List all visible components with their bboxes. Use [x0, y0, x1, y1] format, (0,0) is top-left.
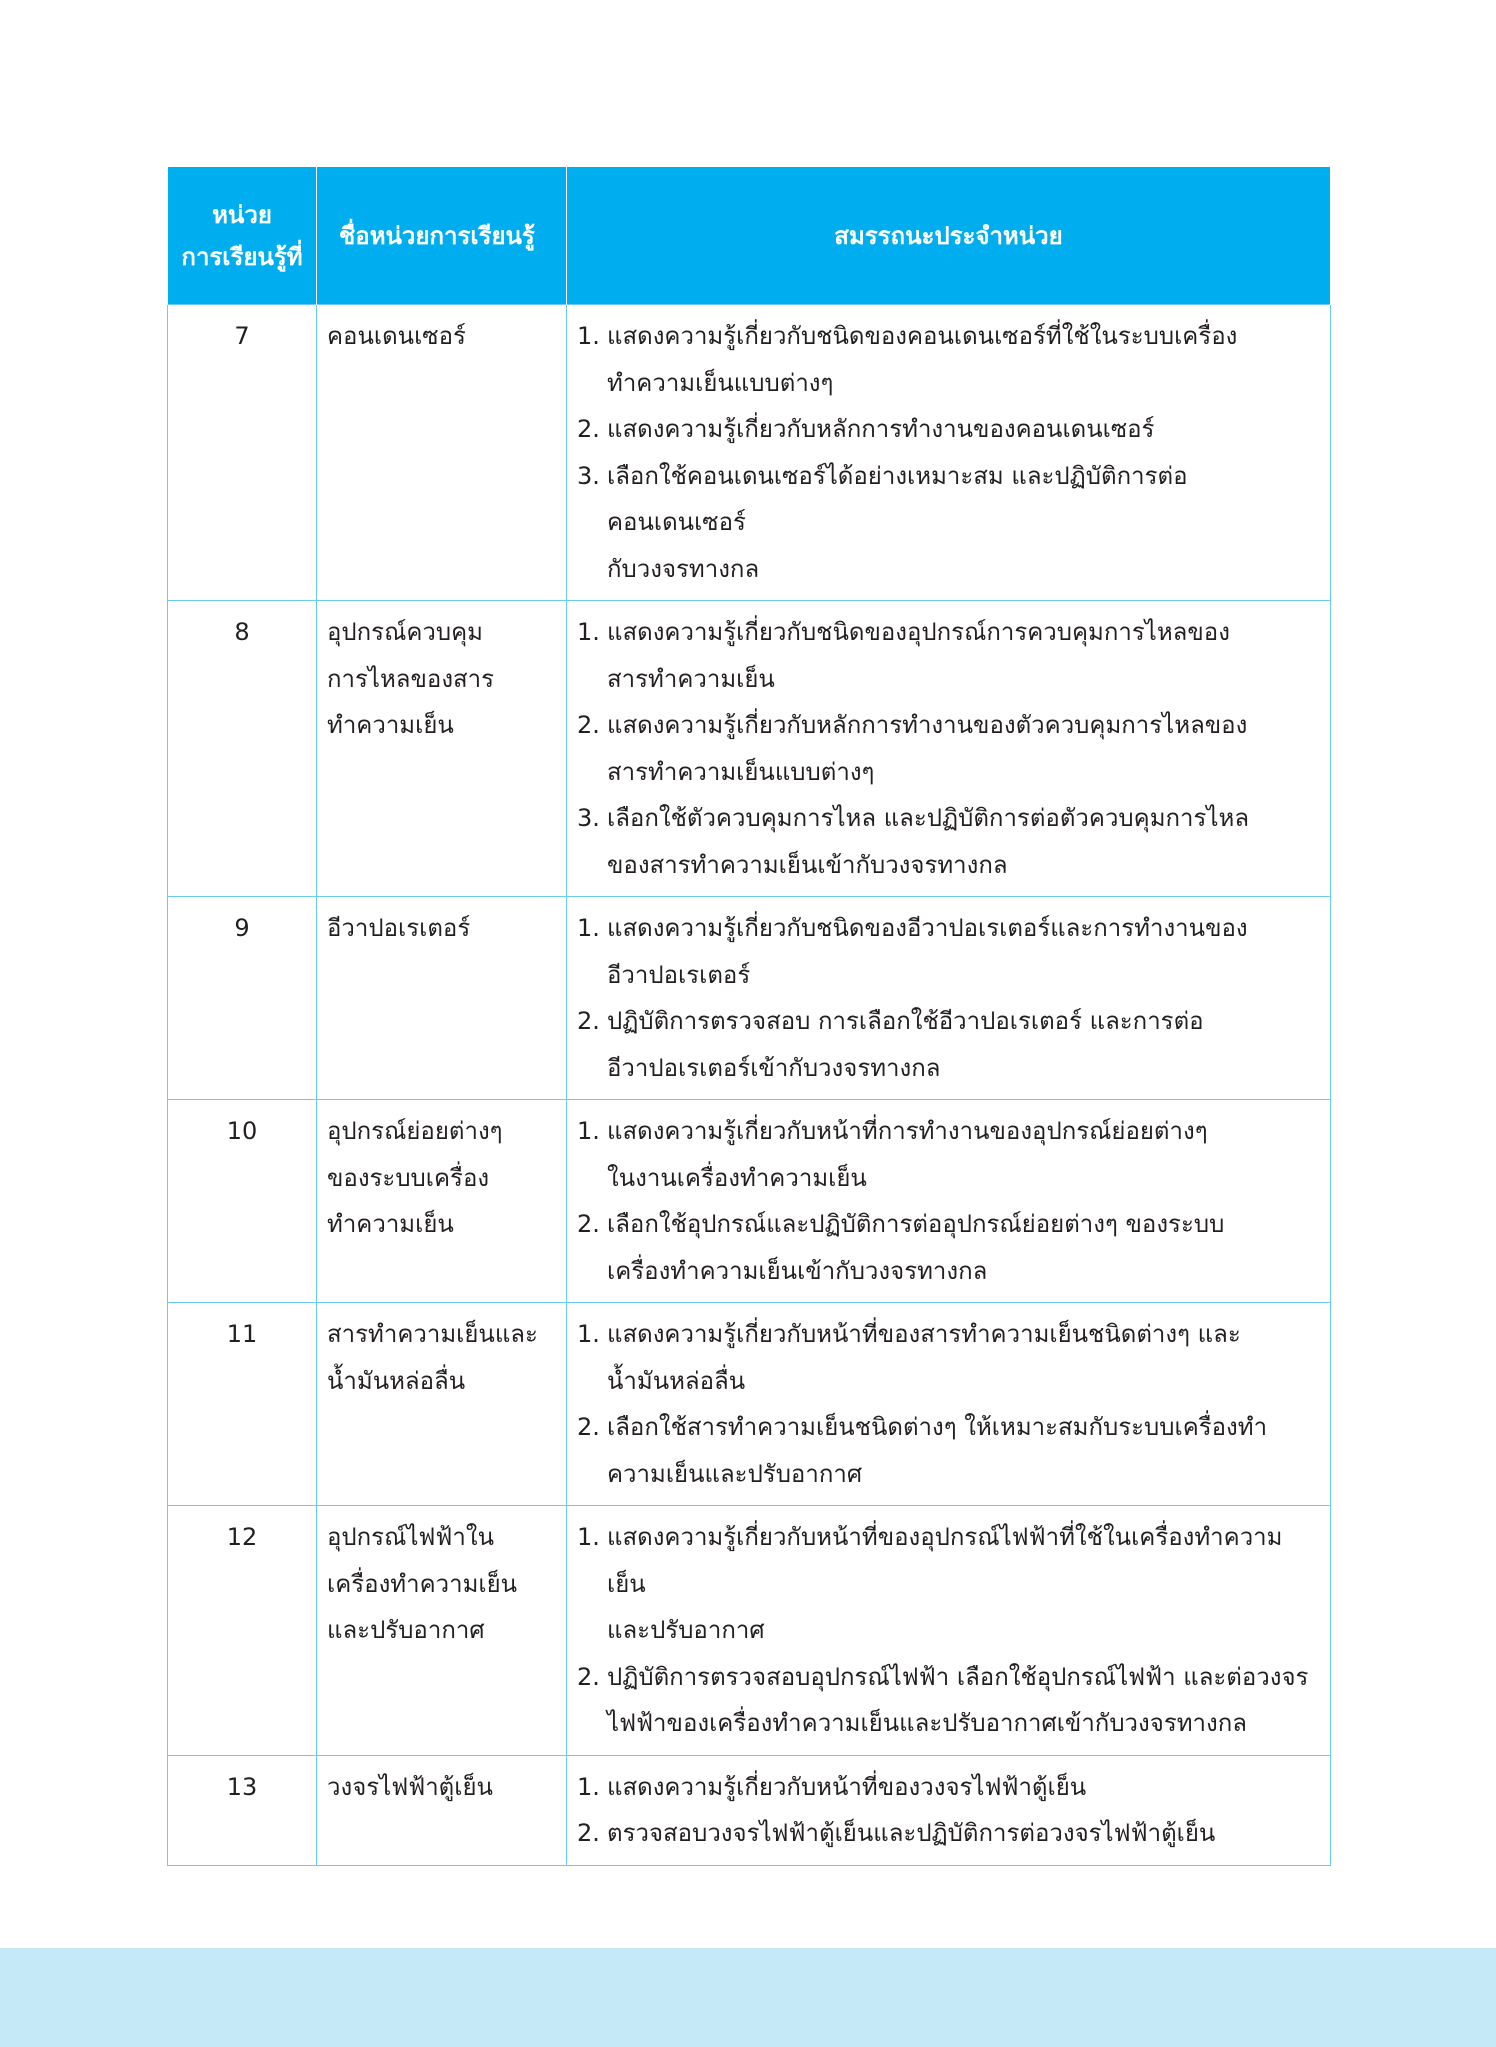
table-row	[168, 1303, 1331, 1506]
competency-item-line: ทำความเย็นแบบต่างๆ	[607, 368, 834, 397]
competency-item	[577, 1108, 1320, 1201]
unit-number: 9	[168, 897, 317, 1100]
footer-band	[0, 1948, 1496, 2047]
learning-units-table	[167, 167, 1331, 1866]
unit-competency	[567, 1506, 1331, 1756]
competency-item-line: กับวงจรทางกล	[607, 554, 760, 583]
competency-item-line: แสดงความรู้เกี่ยวกับหน้าที่การทำงานของอุปกรณ์ย่อยต่างๆ	[607, 1117, 1208, 1145]
competency-item-line: เลือกใช้ตัวควบคุมการไหล และปฏิบัติการต่อตัวควบคุมการไหล	[607, 804, 1250, 832]
competency-item-number: 1.	[577, 1320, 600, 1348]
competency-item-line: อีวาปอเรเตอร์	[607, 960, 751, 989]
competency-item-number: 2.	[577, 1819, 600, 1847]
table-row	[168, 305, 1331, 601]
competency-item-number: 2.	[577, 1007, 600, 1035]
unit-number: 10	[168, 1100, 317, 1303]
competency-list	[577, 1311, 1320, 1497]
header-unit-name: ชื่อหน่วยการเรียนรู้	[317, 167, 567, 305]
competency-item	[577, 702, 1320, 795]
competency-item-line: เลือกใช้อุปกรณ์และปฏิบัติการต่ออุปกรณ์ย่อยต่างๆ ของระบบ	[607, 1210, 1225, 1238]
competency-item-line: และปรับอากาศ	[607, 1616, 765, 1644]
competency-item-line: เลือกใช้คอนเดนเซอร์ได้อย่างเหมาะสม และปฏิบัติการต่อคอนเดนเซอร์	[607, 461, 1188, 536]
competency-item-number: 1.	[577, 914, 600, 942]
competency-item-line: สารทำความเย็นแบบต่างๆ	[607, 757, 875, 786]
competency-item	[577, 1311, 1320, 1404]
competency-item	[577, 609, 1320, 702]
competency-item	[577, 1764, 1320, 1811]
competency-list	[577, 905, 1320, 1091]
unit-name-line: ทำความเย็น	[327, 711, 454, 739]
header-unit-number-line1: หน่วย	[212, 200, 272, 229]
competency-item-line: ปฏิบัติการตรวจสอบ การเลือกใช้อีวาปอเรเตอร์ และการต่อ	[607, 1007, 1204, 1035]
competency-item-line: ไฟฟ้าของเครื่องทำความเย็นและปรับอากาศเข้ากับวงจรทางกล	[607, 1709, 1247, 1737]
unit-competency	[567, 305, 1331, 601]
competency-item	[577, 406, 1320, 453]
unit-name	[317, 305, 567, 601]
unit-number: 7	[168, 305, 317, 601]
unit-name	[317, 1755, 567, 1865]
unit-name-line: ทำความเย็น	[327, 1210, 454, 1238]
unit-competency	[567, 897, 1331, 1100]
unit-competency	[567, 1303, 1331, 1506]
competency-item	[577, 1810, 1320, 1857]
unit-name-line: ของระบบเครื่อง	[327, 1163, 490, 1192]
competency-item-line: แสดงความรู้เกี่ยวกับชนิดของอีวาปอเรเตอร์และการทำงานของ	[607, 914, 1248, 942]
competency-item-line: แสดงความรู้เกี่ยวกับหลักการทำงานของตัวควบคุมการไหลของ	[607, 711, 1248, 739]
competency-item-number: 1.	[577, 1523, 600, 1551]
competency-item-number: 1.	[577, 1772, 600, 1801]
unit-number: 8	[168, 601, 317, 897]
competency-item-number: 2.	[577, 415, 600, 443]
table-row	[168, 1100, 1331, 1303]
header-unit-number-line2: การเรียนรู้ที่	[181, 242, 303, 271]
table-row	[168, 1755, 1331, 1865]
unit-name-line: การไหลของสาร	[327, 664, 495, 693]
competency-item-line: แสดงความรู้เกี่ยวกับชนิดของอุปกรณ์การควบคุมการไหลของ	[607, 618, 1230, 646]
competency-item-line: ความเย็นและปรับอากาศ	[607, 1459, 863, 1488]
competency-item	[577, 1201, 1320, 1294]
competency-list	[577, 1764, 1320, 1857]
table-row	[168, 1506, 1331, 1756]
unit-name	[317, 1506, 567, 1756]
unit-name-line: เครื่องทำความเย็น	[327, 1569, 518, 1598]
competency-item	[577, 1404, 1320, 1497]
competency-item-line: แสดงความรู้เกี่ยวกับชนิดของคอนเดนเซอร์ที่ใช้ในระบบเครื่อง	[607, 322, 1238, 350]
competency-item-line: ตรวจสอบวงจรไฟฟ้าตู้เย็นและปฏิบัติการต่อวงจรไฟฟ้าตู้เย็น	[607, 1819, 1216, 1847]
competency-item-line: ปฏิบัติการตรวจสอบอุปกรณ์ไฟฟ้า เลือกใช้อุปกรณ์ไฟฟ้า และต่อวงจร	[607, 1662, 1309, 1691]
unit-competency	[567, 1755, 1331, 1865]
competency-item	[577, 998, 1320, 1091]
unit-competency	[567, 1100, 1331, 1303]
competency-item-line: แสดงความรู้เกี่ยวกับหน้าที่ของอุปกรณ์ไฟฟ้าที่ใช้ในเครื่องทำความเย็น	[607, 1523, 1283, 1598]
competency-item-number: 2.	[577, 711, 600, 739]
competency-item	[577, 795, 1320, 888]
unit-name-line: อุปกรณ์ย่อยต่างๆ	[327, 1117, 503, 1145]
unit-name	[317, 601, 567, 897]
header-unit-number	[168, 167, 317, 305]
competency-item-line: แสดงความรู้เกี่ยวกับหลักการทำงานของคอนเดนเซอร์	[607, 415, 1155, 443]
unit-competency	[567, 601, 1331, 897]
competency-item-number: 1.	[577, 322, 600, 350]
competency-item-number: 2.	[577, 1662, 600, 1691]
unit-name	[317, 897, 567, 1100]
competency-list	[577, 1514, 1320, 1747]
competency-item-line: แสดงความรู้เกี่ยวกับหน้าที่ของสารทำความเย็นชนิดต่างๆ และ	[607, 1320, 1241, 1348]
competency-item-number: 1.	[577, 618, 600, 646]
table-row	[168, 897, 1331, 1100]
header-competency: สมรรถนะประจำหน่วย	[567, 167, 1331, 305]
unit-number: 13	[168, 1755, 317, 1865]
competency-item-line: ในงานเครื่องทำความเย็น	[607, 1163, 867, 1192]
competency-item-line: สารทำความเย็น	[607, 664, 775, 693]
unit-number: 12	[168, 1506, 317, 1756]
table-body	[168, 305, 1331, 1866]
unit-name	[317, 1100, 567, 1303]
competency-list	[577, 1108, 1320, 1294]
competency-item-number: 3.	[577, 804, 600, 832]
competency-item-number: 2.	[577, 1413, 600, 1441]
unit-name	[317, 1303, 567, 1506]
competency-item-number: 1.	[577, 1117, 600, 1145]
competency-list	[577, 313, 1320, 592]
unit-number: 11	[168, 1303, 317, 1506]
table-header-row	[168, 167, 1331, 305]
table-row	[168, 601, 1331, 897]
unit-name-line: อุปกรณ์ไฟฟ้าใน	[327, 1523, 494, 1551]
competency-item-line: ของสารทำความเย็นเข้ากับวงจรทางกล	[607, 850, 1008, 879]
unit-name-line: คอนเดนเซอร์	[327, 322, 466, 350]
competency-item	[577, 1654, 1320, 1747]
competency-item-line: เลือกใช้สารทำความเย็นชนิดต่างๆ ให้เหมาะสมกับระบบเครื่องทำ	[607, 1413, 1268, 1441]
unit-name-line: น้ำมันหล่อลื่น	[327, 1366, 466, 1395]
unit-name-line: อุปกรณ์ควบคุม	[327, 618, 483, 646]
unit-name-line: สารทำความเย็นและ	[327, 1320, 538, 1348]
unit-name-line: และปรับอากาศ	[327, 1616, 485, 1644]
competency-item-line: แสดงความรู้เกี่ยวกับหน้าที่ของวงจรไฟฟ้าตู้เย็น	[607, 1772, 1087, 1801]
competency-item	[577, 1514, 1320, 1654]
unit-name-line: อีวาปอเรเตอร์	[327, 914, 471, 942]
competency-item-line: อีวาปอเรเตอร์เข้ากับวงจรทางกล	[607, 1053, 941, 1082]
competency-item	[577, 453, 1320, 593]
competency-item	[577, 905, 1320, 998]
competency-item-line: เครื่องทำความเย็นเข้ากับวงจรทางกล	[607, 1256, 988, 1285]
competency-item-line: น้ำมันหล่อลื่น	[607, 1366, 746, 1395]
competency-item-number: 2.	[577, 1210, 600, 1238]
competency-item	[577, 313, 1320, 406]
competency-item-number: 3.	[577, 461, 600, 490]
competency-list	[577, 609, 1320, 888]
unit-name-line: วงจรไฟฟ้าตู้เย็น	[327, 1772, 493, 1801]
